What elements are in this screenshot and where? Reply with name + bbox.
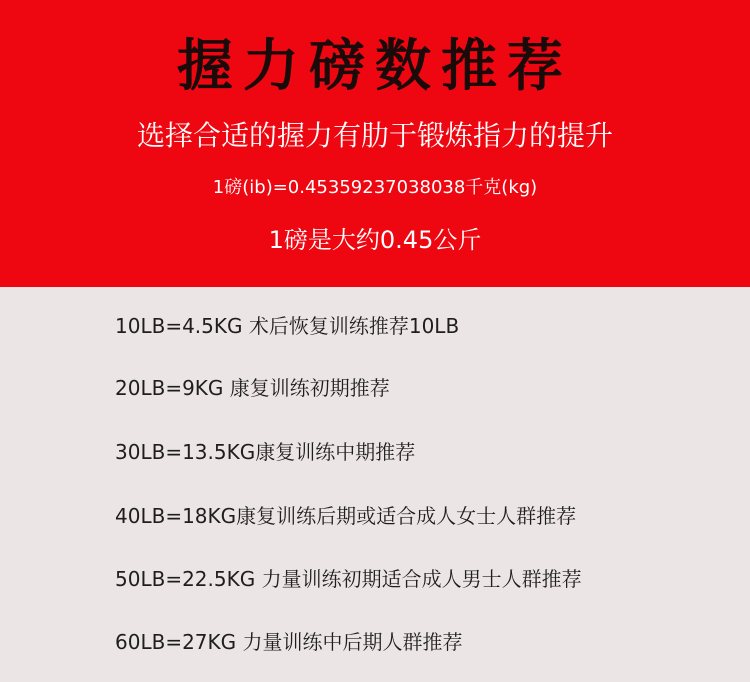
header-banner xyxy=(0,0,750,287)
subtitle: 选择合适的握力有肋于锻炼指力的提升 xyxy=(136,119,613,152)
conversion-approx: 1磅是大约0.45公斤 xyxy=(268,226,482,254)
page-title: 握力磅数推荐 xyxy=(177,33,573,99)
recommendation-40lb: 40LB=18KG康复训练后期或适合成人女士人群推荐 xyxy=(115,504,577,528)
recommendation-50lb: 50LB=22.5KG 力量训练初期适合成人男士人群推荐 xyxy=(115,567,582,591)
recommendation-30lb: 30LB=13.5KG康复训练中期推荐 xyxy=(115,440,416,464)
recommendation-20lb: 20LB=9KG 康复训练初期推荐 xyxy=(115,376,390,400)
conversion-exact: 1磅(ib)=0.45359237038038千克(kg) xyxy=(212,177,538,198)
recommendation-10lb: 10LB=4.5KG 术后恢复训练推荐10LB xyxy=(115,314,460,338)
recommendation-60lb: 60LB=27KG 力量训练中后期人群推荐 xyxy=(115,630,463,654)
